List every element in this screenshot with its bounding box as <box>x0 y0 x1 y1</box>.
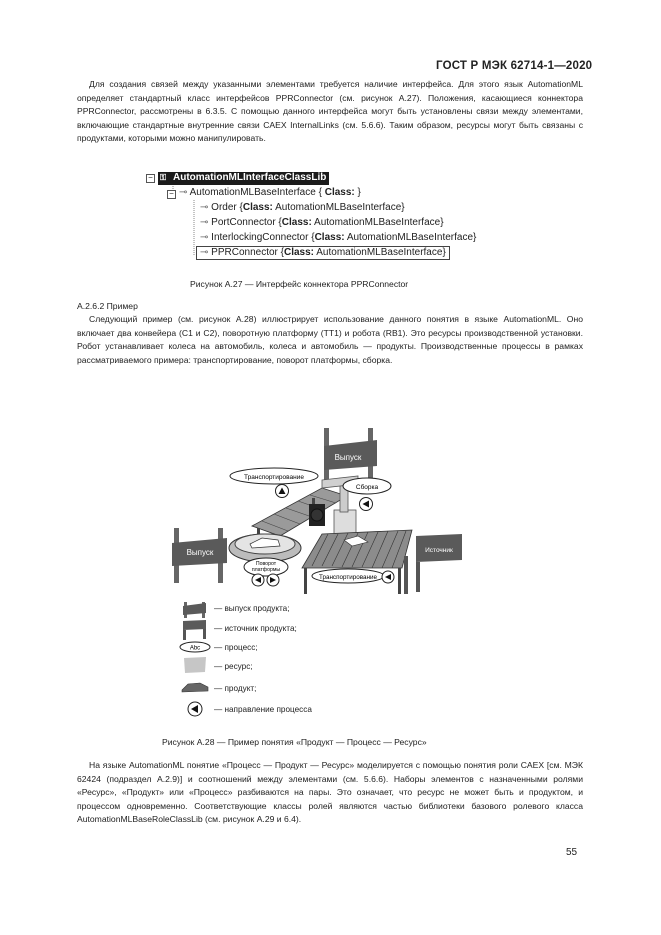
tree-collapse-root[interactable]: − <box>146 174 155 183</box>
legend-sink-symbol <box>183 602 206 618</box>
tree-base-brace-open: { <box>315 187 325 198</box>
interface-icon: ⊸ <box>200 202 209 213</box>
source-resource <box>404 534 462 594</box>
sink-top-label: Выпуск <box>334 453 362 462</box>
tree-item-class-value: AutomationMLBaseInterface <box>275 202 402 213</box>
figure-a28-caption: Рисунок А.28 — Пример понятия «Продукт — Процесс — Ресурс» <box>162 737 427 747</box>
legend-process-text: — процесс; <box>214 643 258 652</box>
ppr-scene <box>162 418 472 618</box>
tree-item-class-value: AutomationMLBaseInterface <box>316 247 443 258</box>
page-number: 55 <box>566 847 578 858</box>
sink-left-label: Выпуск <box>186 548 214 557</box>
tree-item-label: PPRConnector <box>211 247 278 258</box>
interface-icon: ⊸ <box>200 247 209 258</box>
tree-item-order[interactable]: ⊸ Order {Class: AutomationMLBaseInterface} <box>200 202 405 213</box>
legend-source-symbol <box>183 620 206 640</box>
tree-item-label: InterlockingConnector <box>211 232 309 243</box>
interface-icon: ⊸ <box>179 187 188 198</box>
legend-direction-text: — направление процесса <box>214 705 312 714</box>
legend-sink-text: — выпуск продукта; <box>214 604 290 613</box>
process-rotate-label-2: платформы <box>251 567 281 573</box>
tree-item-class-keyword: Class: <box>314 232 345 243</box>
tree-base-class-keyword: Class: <box>324 187 355 198</box>
legend-resource-symbol <box>184 657 206 673</box>
tree-collapse-base[interactable]: − <box>167 190 176 199</box>
tree-item-class-value: AutomationMLBaseInterface <box>346 232 474 243</box>
ppr-diagram <box>162 418 472 733</box>
tree-root-label: AutomationMLInterfaceClassLib <box>173 172 327 183</box>
tree-item-interlockingconnector[interactable]: ⊸ InterlockingConnector {Class: AutomationMLBaseInterface} <box>200 232 477 243</box>
legend-product-symbol <box>182 683 208 692</box>
document-header: ГОСТ Р МЭК 62714-1—2020 <box>436 60 593 72</box>
legend-symbols <box>178 598 218 728</box>
section-title: А.2.6.2 Пример <box>77 301 138 311</box>
legend-product-text: — продукт; <box>214 684 257 693</box>
process-assembly-label: Сборка <box>355 484 379 491</box>
tree-item-class-value: AutomationMLBaseInterface <box>314 217 441 228</box>
interface-icon: ⊸ <box>200 217 209 228</box>
legend-resource-text: — ресурс; <box>214 662 253 671</box>
paragraph-roles <box>77 759 583 827</box>
interface-class-tree <box>146 170 477 262</box>
tree-item-class-keyword: Class: <box>242 202 273 213</box>
source-label: Источник <box>425 547 453 554</box>
paragraph-roles-text: На языке AutomationML понятие «Процесс — Продукт — Ресурс» моделируется с помощью понятия роли CAEX [см. МЭК 62424 (подраздел А.2.9)] и соотношений между элементами (см. 5.6.6). Наборы элементов с назначенными ролями «Ресурс», «Продукт» или «Процесс» разбиваются на пары. Это означает, что ресурс не может быть и продуктом, и процессом одновременно. Соответствующие классы ролей являются частью библиотеки базового ролевого класса AutomationMLBaseRoleClassLib (см. рисунок А.29 и 6.4). <box>77 760 583 825</box>
process-transport-top-label: Транспортирование <box>244 474 304 481</box>
paragraph-example <box>77 313 583 367</box>
tree-root-node[interactable] <box>158 172 329 185</box>
tree-base-label: AutomationMLBaseInterface <box>189 187 316 198</box>
figure-a27-caption: Рисунок А.27 — Интерфейс коннектора PPRConnector <box>190 279 409 289</box>
paragraph-example-text: Следующий пример (см. рисунок А.28) иллюстрирует использование данного понятия в языке AutomationML. Оно включает два конвейера (С1 и С2), поворотную платформу (ТТ1) и робота (RB1). Это ресурсы производственной установки. Робот устанавливает колеса на автомобиль, колеса и автомобиль — продукты. Производственные процессы в рамках рассматриваемого примера: транспортирование, поворот платформы, сборка. <box>77 314 583 365</box>
interface-icon: ⊸ <box>200 232 209 243</box>
paragraph-interface <box>77 78 583 146</box>
tree-base-brace-close: } <box>354 187 361 198</box>
tree-item-pprconnector-selected[interactable]: ⊸ PPRConnector {Class: AutomationMLBaseInterface} <box>196 246 450 260</box>
conveyor-lower <box>302 530 412 594</box>
paragraph-interface-text: Для создания связей между указанными элементами требуется наличие интерфейса. Для этого язык AutomationML определяет стандартный класс интерфейсов PPRConnector (см. рисунок А.27). Положения, касающиеся коннектора PPRConnector, рассмотрены в 6.3.5. С помощью данного интерфейса могут быть установлены связи между элементами, включающие стандартные внутренние связи CAEX InternalLinks (см. 5.6.6). Таким образом, ресурсы могут быть связаны с продуктами, которыми можно манипулировать. <box>77 79 583 144</box>
process-transport-bottom-label: Транспортирование <box>318 574 378 581</box>
legend-process-symbol-text: Abc <box>189 645 201 652</box>
tree-item-portconnector[interactable]: ⊸ PortConnector {Class: AutomationMLBaseInterface} <box>200 217 444 228</box>
library-icon: ⚿ <box>160 173 167 182</box>
tree-item-class-keyword: Class: <box>284 247 315 258</box>
process-rotate-label-1: Поворот <box>255 561 277 567</box>
tree-item-label: PortConnector <box>211 217 276 228</box>
legend-source-text: — источник продукта; <box>214 624 297 633</box>
tree-item-class-keyword: Class: <box>281 217 312 228</box>
tree-base-node[interactable] <box>179 187 361 199</box>
tree-item-label: Order <box>211 202 237 213</box>
